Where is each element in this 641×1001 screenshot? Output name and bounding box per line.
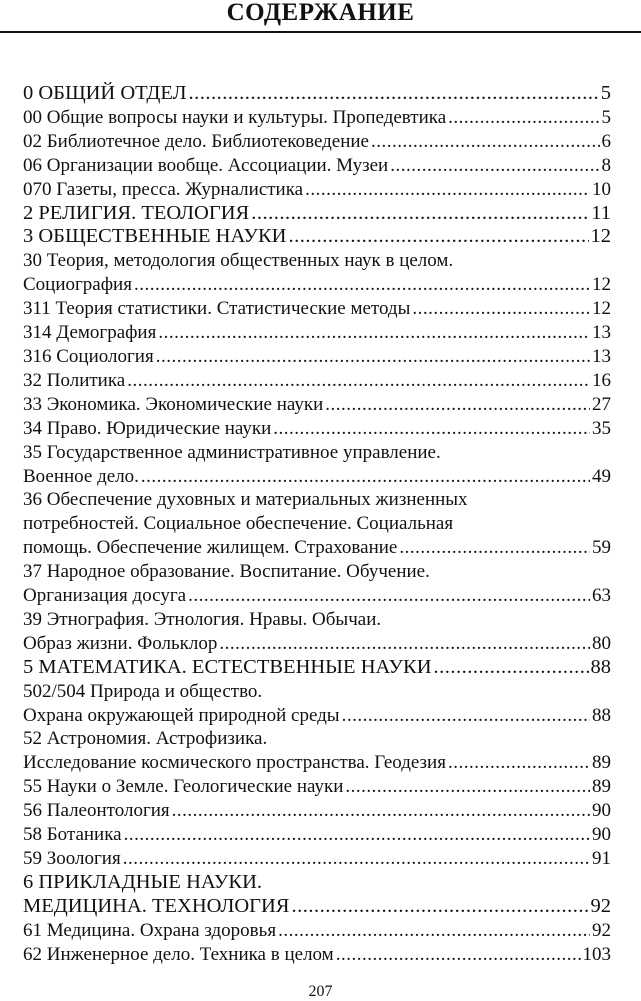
toc-entry-row xyxy=(23,919,611,943)
dot-leader xyxy=(127,369,590,393)
toc-entry-title: 3 ОБЩЕСТВЕННЫЕ НАУКИ xyxy=(23,225,287,248)
toc-entry-row xyxy=(23,823,611,847)
dot-leader xyxy=(124,823,590,847)
toc-entry-page: 91 xyxy=(592,848,611,869)
toc-entry-line: 36 Обеспечение духовных и материальных жизненных xyxy=(23,489,468,511)
toc-entry-row xyxy=(23,130,611,154)
toc-entry-page: 5 xyxy=(601,106,611,128)
toc-entry-page: 88 xyxy=(590,655,611,678)
toc-entry-page: 90 xyxy=(592,800,611,822)
toc-entry-title: Социография xyxy=(23,274,132,296)
toc-entry xyxy=(23,823,611,847)
toc-entry xyxy=(23,321,611,345)
toc-entry-row xyxy=(23,536,611,560)
toc-entry-title: Образ жизни. Фольклор xyxy=(23,632,218,654)
toc-entry-title: Организация досуга xyxy=(23,585,187,607)
toc-entry-page: 6 xyxy=(601,130,611,152)
toc-entry-title: 58 Ботаника xyxy=(23,824,122,846)
toc-entry xyxy=(23,608,611,656)
toc-entry-line: потребностей. Социальное обеспечение. Социальная xyxy=(23,513,454,535)
toc-entry-page: 63 xyxy=(592,585,611,607)
toc-entry-row xyxy=(23,345,611,369)
toc-entry-row xyxy=(23,417,611,441)
toc-entry-page: 35 xyxy=(592,417,611,439)
toc-entry-line: 52 Астрономия. Астрофизика. xyxy=(23,728,268,750)
toc-entry-page: 90 xyxy=(592,824,611,846)
toc-entry-title: 59 Зоология xyxy=(23,848,121,869)
toc-entry-page: 13 xyxy=(592,322,611,344)
toc-entry-page: 5 xyxy=(600,82,611,104)
toc-entry-title: 00 Общие вопросы науки и культуры. Пропедевтика xyxy=(23,106,447,128)
toc-entry-row xyxy=(23,895,611,919)
dot-leader xyxy=(288,225,588,249)
toc-entry-title: Исследование космического пространства. Геодезия xyxy=(23,752,446,774)
toc-entry-line: 35 Государственное административное управление. xyxy=(23,441,441,463)
toc-entry-title: 06 Организации вообще. Ассоциации. Музеи xyxy=(23,154,389,176)
toc-entry-page: 59 xyxy=(592,537,611,559)
toc-entry-row xyxy=(23,82,611,106)
toc-entry xyxy=(23,727,611,775)
toc-entry-row xyxy=(23,775,611,799)
toc-entry xyxy=(23,297,611,321)
toc-entry-title: 61 Медицина. Охрана здоровья xyxy=(23,919,277,941)
dot-leader xyxy=(345,775,590,799)
dot-leader xyxy=(141,465,590,489)
toc-entry-title: 32 Политика xyxy=(23,369,126,391)
dot-leader xyxy=(273,417,590,441)
toc-entry-page: 8 xyxy=(601,154,611,176)
toc-entry-row xyxy=(23,751,611,775)
toc-entry-page: 12 xyxy=(592,274,611,296)
toc-entry-page: 16 xyxy=(592,369,611,391)
toc-entry xyxy=(23,799,611,823)
toc-entry xyxy=(23,680,611,728)
dot-leader xyxy=(305,178,590,202)
toc-entry-line: 30 Теория, методология общественных наук в целом. xyxy=(23,250,454,272)
toc-entry-row xyxy=(23,225,611,249)
toc-entry-row xyxy=(23,632,611,656)
toc-entry-title: 34 Право. Юридические науки xyxy=(23,417,272,439)
toc-entry-row xyxy=(23,297,611,321)
toc-entry-row xyxy=(23,154,611,178)
toc-entry xyxy=(23,345,611,369)
dot-leader xyxy=(399,536,590,560)
toc-entry-row xyxy=(23,178,611,202)
toc-section xyxy=(23,202,611,226)
toc-entry-line: 37 Народное образование. Воспитание. Обучение. xyxy=(23,561,430,583)
dot-leader xyxy=(325,393,590,417)
toc-entry-title: 070 Газеты, пресса. Журналистика xyxy=(23,178,304,200)
toc-entry-title: 33 Экономика. Экономические науки xyxy=(23,393,324,415)
toc-entry-title: МЕДИЦИНА. ТЕХНОЛОГИЯ xyxy=(23,894,290,917)
toc-entry-title: 56 Палеонтология xyxy=(23,800,170,822)
toc-entry xyxy=(23,369,611,393)
dot-leader xyxy=(390,154,599,178)
toc-section xyxy=(23,225,611,249)
dot-leader xyxy=(189,82,599,106)
toc-entry xyxy=(23,417,611,441)
toc-entry-row xyxy=(23,847,611,871)
dot-leader xyxy=(156,345,590,369)
toc-entry-title: 0 ОБЩИЙ ОТДЕЛ xyxy=(23,82,187,104)
dot-leader xyxy=(278,919,590,943)
dot-leader xyxy=(134,273,590,297)
toc-entry xyxy=(23,775,611,799)
toc-entry xyxy=(23,919,611,943)
toc-entry-title: Военное дело. xyxy=(23,465,139,487)
toc-entry-page: 89 xyxy=(592,776,611,798)
toc-entry-page: 92 xyxy=(590,894,611,917)
toc-entry-row xyxy=(23,202,611,226)
page-title: СОДЕРЖАНИЕ xyxy=(226,0,415,26)
toc-entry-row xyxy=(23,584,611,608)
toc-entry-row xyxy=(23,273,611,297)
toc-entry-page: 12 xyxy=(592,298,611,320)
toc-entry-page: 88 xyxy=(592,704,611,726)
toc-entry-title: 55 Науки о Земле. Геологические науки xyxy=(23,776,344,798)
toc-entry xyxy=(23,847,611,871)
toc-entry-row xyxy=(23,321,611,345)
toc-entry-page: 10 xyxy=(592,178,611,200)
toc-entry xyxy=(23,130,611,154)
page-number: 207 xyxy=(308,983,333,1000)
dot-leader xyxy=(251,202,589,226)
toc-entry-row xyxy=(23,369,611,393)
toc-entry-title: 311 Теория статистики. Статистические методы xyxy=(23,298,411,320)
toc-entry xyxy=(23,441,611,489)
dot-leader xyxy=(336,943,581,967)
dot-leader xyxy=(342,704,590,728)
toc-entry-page: 89 xyxy=(592,752,611,774)
table-of-contents xyxy=(23,82,611,967)
toc-entry-line: 39 Этнография. Этнология. Нравы. Обычаи. xyxy=(23,608,382,630)
dot-leader xyxy=(291,895,588,919)
dot-leader xyxy=(448,751,590,775)
toc-entry-page: 12 xyxy=(590,225,611,248)
toc-entry-page: 27 xyxy=(592,393,611,415)
toc-entry-row xyxy=(23,465,611,489)
toc-entry-line: 6 ПРИКЛАДНЫЕ НАУКИ. xyxy=(23,870,263,893)
dot-leader xyxy=(172,799,590,823)
toc-entry-page: 92 xyxy=(592,919,611,941)
toc-entry-title: Охрана окружающей природной среды xyxy=(23,704,340,726)
toc-entry-title: 2 РЕЛИГИЯ. ТЕОЛОГИЯ xyxy=(23,201,250,224)
toc-entry xyxy=(23,560,611,608)
dot-leader xyxy=(448,106,599,130)
toc-entry-title: помощь. Обеспечение жилищем. Страхование xyxy=(23,537,398,559)
dot-leader xyxy=(371,130,600,154)
dot-leader xyxy=(219,632,590,656)
toc-entry-title: 02 Библиотечное дело. Библиотековедение xyxy=(23,130,369,152)
toc-entry-page: 11 xyxy=(591,201,611,224)
toc-entry-title: 316 Социология xyxy=(23,345,154,367)
toc-section xyxy=(23,871,611,919)
toc-entry-page: 103 xyxy=(582,943,611,965)
toc-entry-row xyxy=(23,799,611,823)
toc-entry xyxy=(23,488,611,560)
toc-section xyxy=(23,82,611,106)
toc-entry xyxy=(23,106,611,130)
toc-entry xyxy=(23,249,611,297)
toc-entry-row xyxy=(23,704,611,728)
toc-entry-row xyxy=(23,943,611,967)
toc-entry-row xyxy=(23,106,611,130)
dot-leader xyxy=(434,656,589,680)
dot-leader xyxy=(158,321,590,345)
toc-entry-row xyxy=(23,393,611,417)
toc-entry xyxy=(23,943,611,967)
dot-leader xyxy=(188,584,590,608)
toc-entry xyxy=(23,393,611,417)
toc-entry-title: 314 Демография xyxy=(23,322,157,344)
toc-entry-page: 13 xyxy=(592,345,611,367)
toc-entry-title: 5 МАТЕМАТИКА. ЕСТЕСТВЕННЫЕ НАУКИ xyxy=(23,655,432,678)
toc-entry xyxy=(23,154,611,178)
title-underline xyxy=(0,31,641,33)
toc-entry-page: 80 xyxy=(592,632,611,654)
toc-section xyxy=(23,656,611,680)
toc-entry xyxy=(23,178,611,202)
toc-entry-line: 502/504 Природа и общество. xyxy=(23,680,263,702)
toc-entry-title: 62 Инженерное дело. Техника в целом xyxy=(23,943,334,965)
toc-entry-row xyxy=(23,656,611,680)
dot-leader xyxy=(123,847,590,871)
dot-leader xyxy=(412,297,590,321)
toc-entry-page: 49 xyxy=(592,465,611,487)
